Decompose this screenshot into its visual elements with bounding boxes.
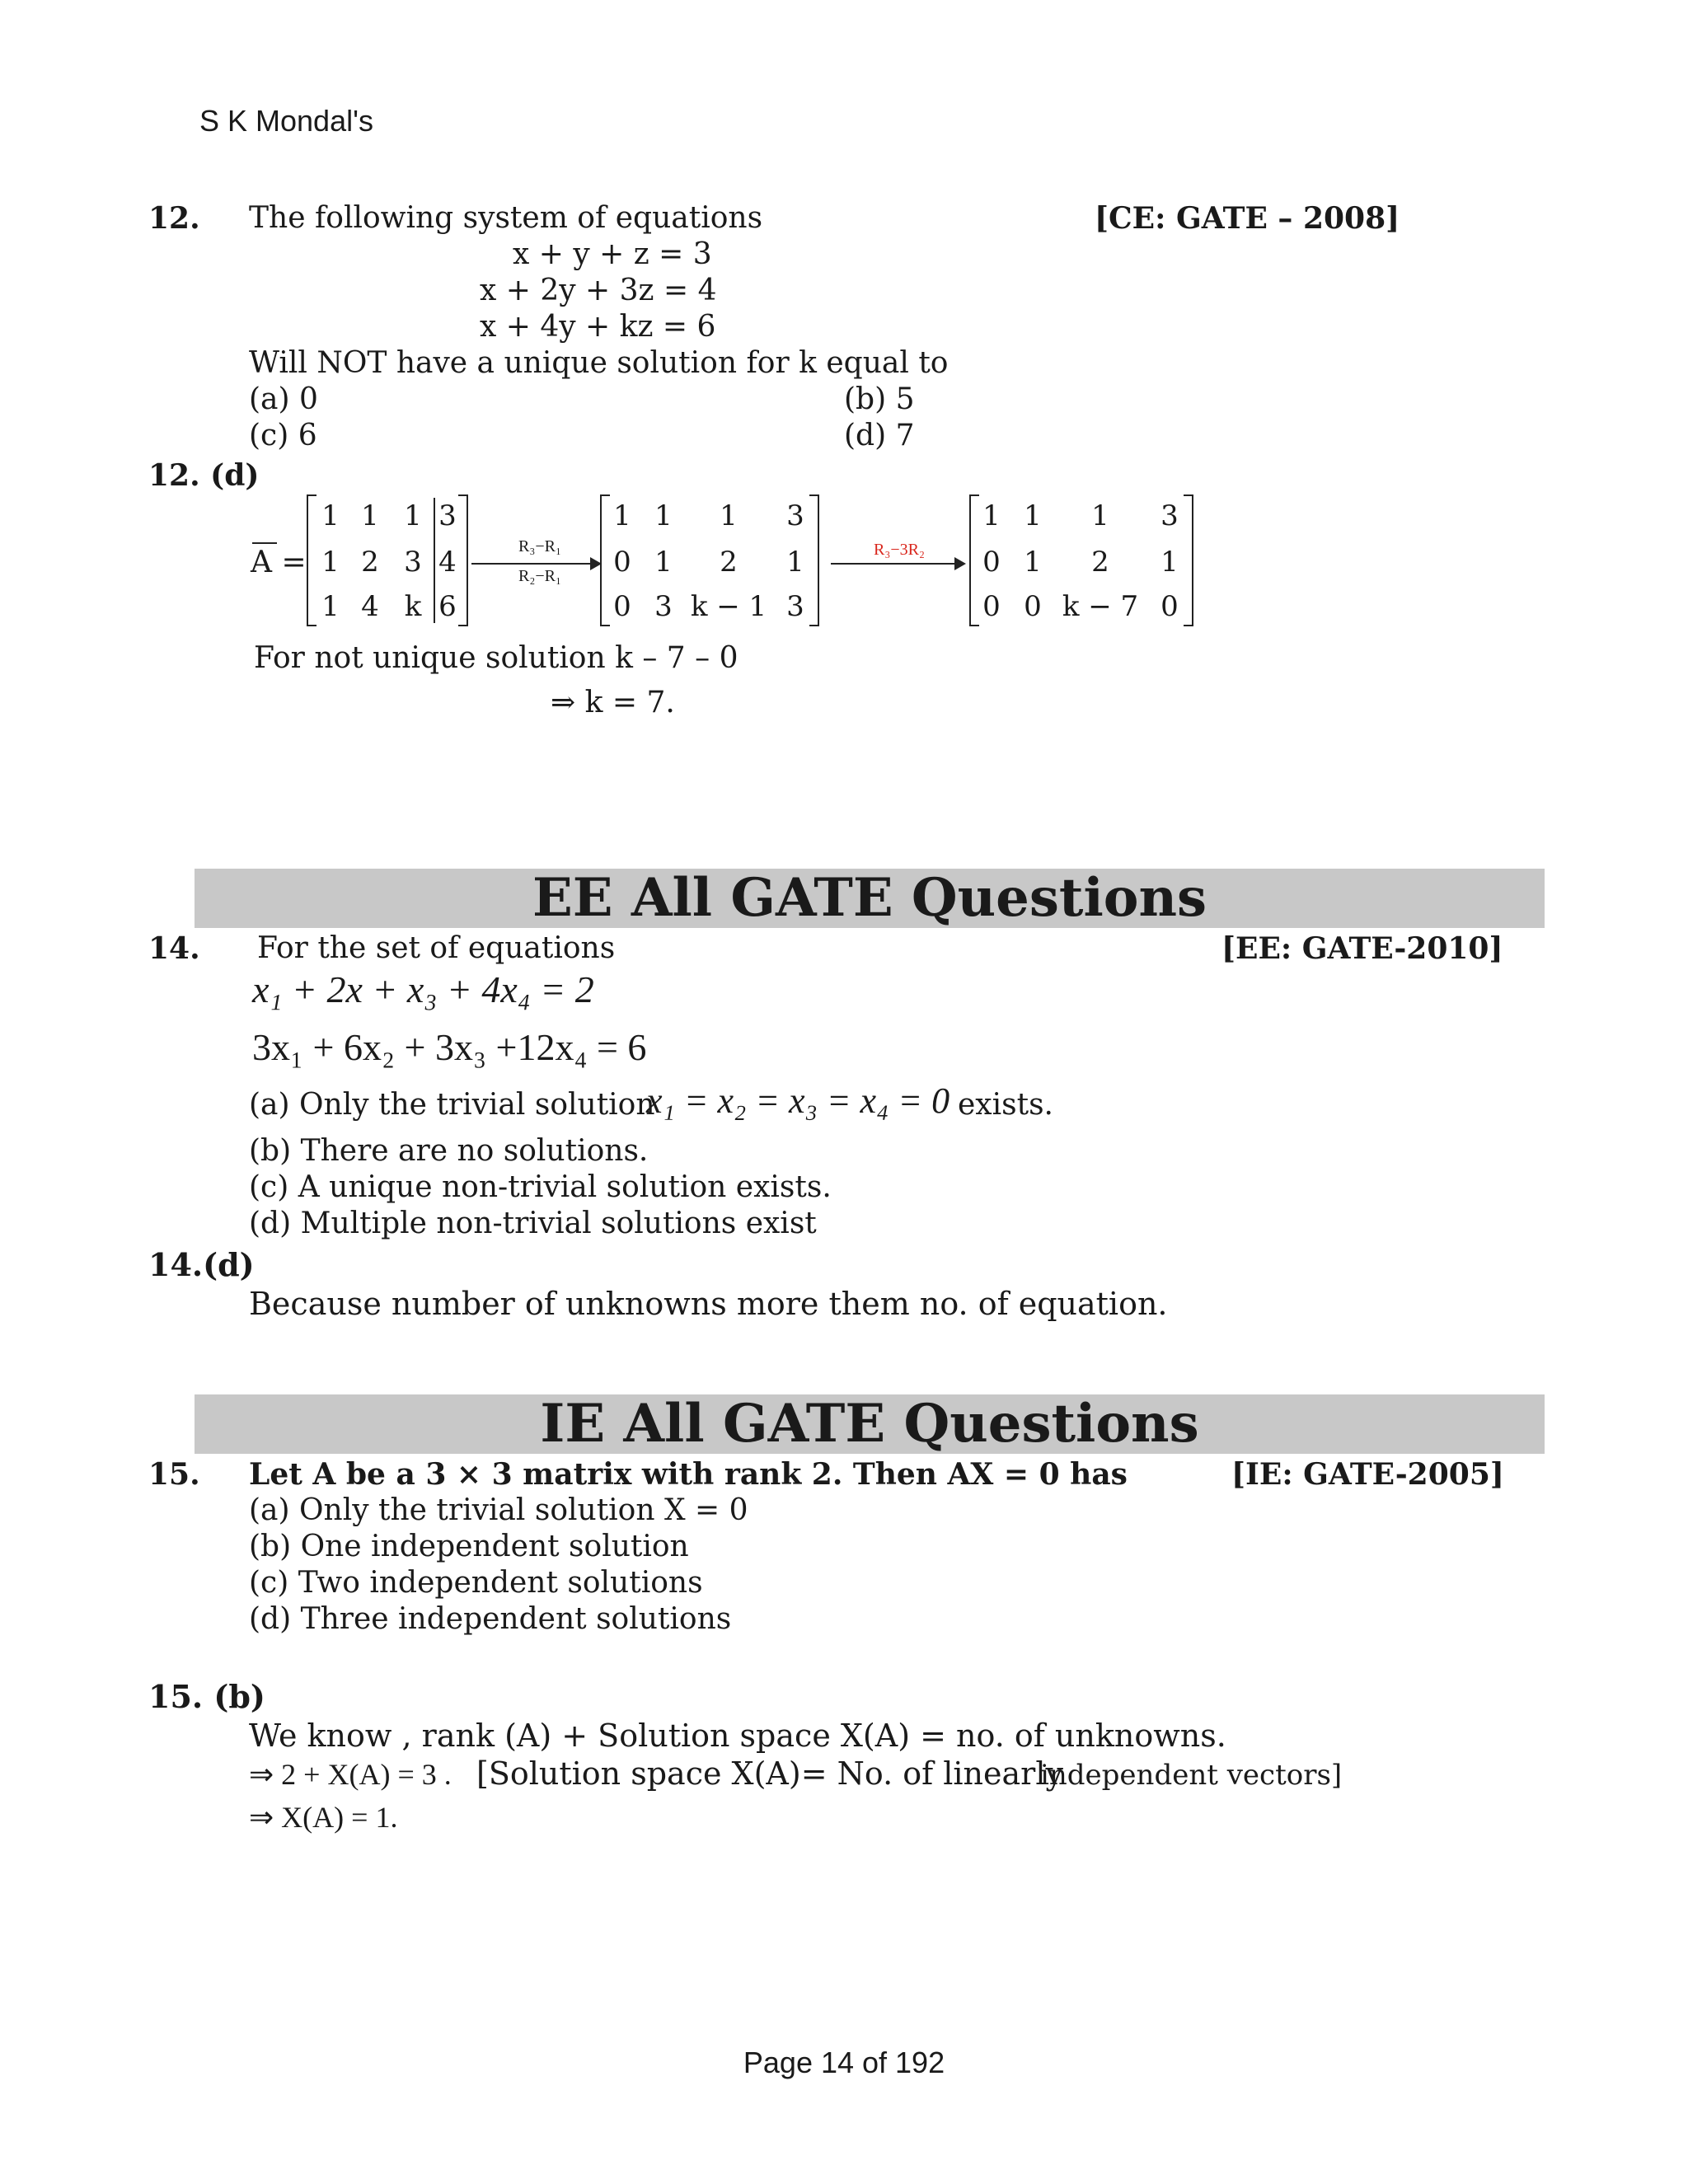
matrix-cell: 4 xyxy=(361,590,379,623)
matrix-cell: 2 xyxy=(1091,546,1109,579)
matrix-cell: 3 xyxy=(654,590,673,623)
matrix-cell: k xyxy=(404,590,422,623)
answer-line-2-math: ⇒ 2 + X(A) = 3 . xyxy=(249,1758,452,1791)
section-title: EE All GATE Questions xyxy=(532,867,1207,929)
section-title: IE All GATE Questions xyxy=(540,1393,1199,1455)
augmented-matrix-label: A = xyxy=(251,546,307,579)
matrix-cell: 3 xyxy=(404,546,422,579)
option-a-suffix: exists. xyxy=(958,1088,1053,1122)
option-a: (a) 0 xyxy=(249,382,318,416)
option-c: (c) 6 xyxy=(249,419,317,452)
overline xyxy=(252,542,277,544)
question-condition: Will NOT have a unique solution for k equal to xyxy=(249,346,949,380)
option-b: (b) 5 xyxy=(844,382,915,416)
arrow-right-icon xyxy=(471,563,595,565)
option-c: (c) Two independent solutions xyxy=(249,1566,703,1600)
matrix-cell: 1 xyxy=(1024,499,1042,532)
question-stem: The following system of equations xyxy=(249,201,763,235)
answer-label: 14.(d) xyxy=(148,1246,255,1283)
matrix-cell: 3 xyxy=(438,499,457,532)
equation-1: x + y + z = 3 xyxy=(513,237,712,271)
matrix-cell: 1 xyxy=(654,546,673,579)
matrix-cell: 1 xyxy=(654,499,673,532)
matrix-cell: 0 xyxy=(982,546,1001,579)
page-header-author: S K Mondal's xyxy=(199,104,373,138)
option-d: (d) 7 xyxy=(844,419,915,452)
exam-tag: [IE: GATE-2005] xyxy=(1231,1457,1504,1492)
option-a-math: x₁ = x₂ = x₃ = x₄ = 0 xyxy=(646,1080,950,1121)
question-number: 15. xyxy=(148,1457,200,1492)
option-b: (b) One independent solution xyxy=(249,1530,689,1563)
solution-line: For not unique solution k – 7 – 0 xyxy=(254,641,738,675)
option-c: (c) A unique non-trivial solution exists. xyxy=(249,1170,832,1204)
option-d: (d) Three independent solutions xyxy=(249,1602,732,1636)
option-a: (a) Only the trivial solution xyxy=(249,1088,655,1122)
matrix-cell: 1 xyxy=(321,499,340,532)
equation-3: x + 4y + kz = 6 xyxy=(480,310,716,344)
matrix-cell: 1 xyxy=(321,546,340,579)
matrix-cell: 1 xyxy=(1160,546,1179,579)
matrix-cell: 4 xyxy=(438,546,457,579)
matrix-cell: 1 xyxy=(720,499,738,532)
matrix-cell: 0 xyxy=(1160,590,1179,623)
matrix-cell: 1 xyxy=(786,546,804,579)
question-number: 14. xyxy=(148,931,200,966)
matrix-cell: k − 1 xyxy=(690,590,767,623)
reduced-matrix-2 xyxy=(969,494,1193,626)
row-operation-red: R₃−3R₂ xyxy=(874,541,925,559)
matrix-cell: k − 7 xyxy=(1062,590,1139,623)
matrix-cell: 0 xyxy=(1024,590,1042,623)
matrix-cell: 1 xyxy=(404,499,422,532)
matrix-cell: 6 xyxy=(438,590,457,623)
question-number: 12. xyxy=(148,201,200,236)
arrow-head-icon xyxy=(954,557,966,570)
page-number: Page 14 of 192 xyxy=(743,2046,945,2079)
matrix-cell: 1 xyxy=(613,499,631,532)
matrix-cell: 3 xyxy=(1160,499,1179,532)
answer-line-1: We know , rank (A) + Solution space X(A) = no. of unknowns. xyxy=(249,1718,1226,1754)
exam-tag: [EE: GATE-2010] xyxy=(1221,931,1503,966)
answer-line-3: ⇒ X(A) = 1. xyxy=(249,1801,398,1834)
matrix-cell: 1 xyxy=(321,590,340,623)
matrix-cell: 2 xyxy=(361,546,379,579)
option-a: (a) Only the trivial solution X = 0 xyxy=(249,1493,748,1527)
matrix-cell: 2 xyxy=(720,546,738,579)
matrix-cell: 0 xyxy=(613,546,631,579)
matrix-cell: 1 xyxy=(1024,546,1042,579)
answer-explanation: Because number of unknowns more them no. of equation. xyxy=(249,1286,1168,1322)
reduced-matrix-1 xyxy=(600,494,819,626)
question-stem: For the set of equations xyxy=(257,931,616,965)
matrix-cell: 1 xyxy=(1091,499,1109,532)
answer-line-2-text: [Solution space X(A)= No. of linearly xyxy=(476,1755,1063,1792)
matrix-cell: 3 xyxy=(786,499,804,532)
option-d: (d) Multiple non-trivial solutions exist xyxy=(249,1207,817,1240)
equation-2: x + 2y + 3z = 4 xyxy=(480,274,717,307)
answer-label: 15. (b) xyxy=(148,1678,265,1715)
matrix-cell: 1 xyxy=(982,499,1001,532)
answer-line-2-small: independent vectors] xyxy=(1040,1759,1343,1792)
answer-label: 12. (d) xyxy=(148,458,260,493)
arrow-right-icon xyxy=(831,563,959,565)
question-stem: Let A be a 3 × 3 matrix with rank 2. Then AX = 0 has xyxy=(249,1457,1128,1492)
row-operation-bottom: R₂−R₁ xyxy=(518,567,561,585)
row-operation-top: R₃−R₁ xyxy=(518,537,561,555)
option-b: (b) There are no solutions. xyxy=(249,1134,649,1168)
matrix-cell: 3 xyxy=(786,590,804,623)
equation-2: 3x₁ + 6x₂ + 3x₃ +12x₄ = 6 xyxy=(252,1026,647,1068)
matrix-cell: 0 xyxy=(613,590,631,623)
equation-1: x₁ + 2x + x₃ + 4x₄ = 2 xyxy=(252,968,594,1010)
matrix-cell: 1 xyxy=(361,499,379,532)
solution-result: ⇒ k = 7. xyxy=(551,686,675,719)
augmented-matrix xyxy=(307,494,468,626)
matrix-cell: 0 xyxy=(982,590,1001,623)
exam-tag: [CE: GATE – 2008] xyxy=(1095,201,1400,236)
